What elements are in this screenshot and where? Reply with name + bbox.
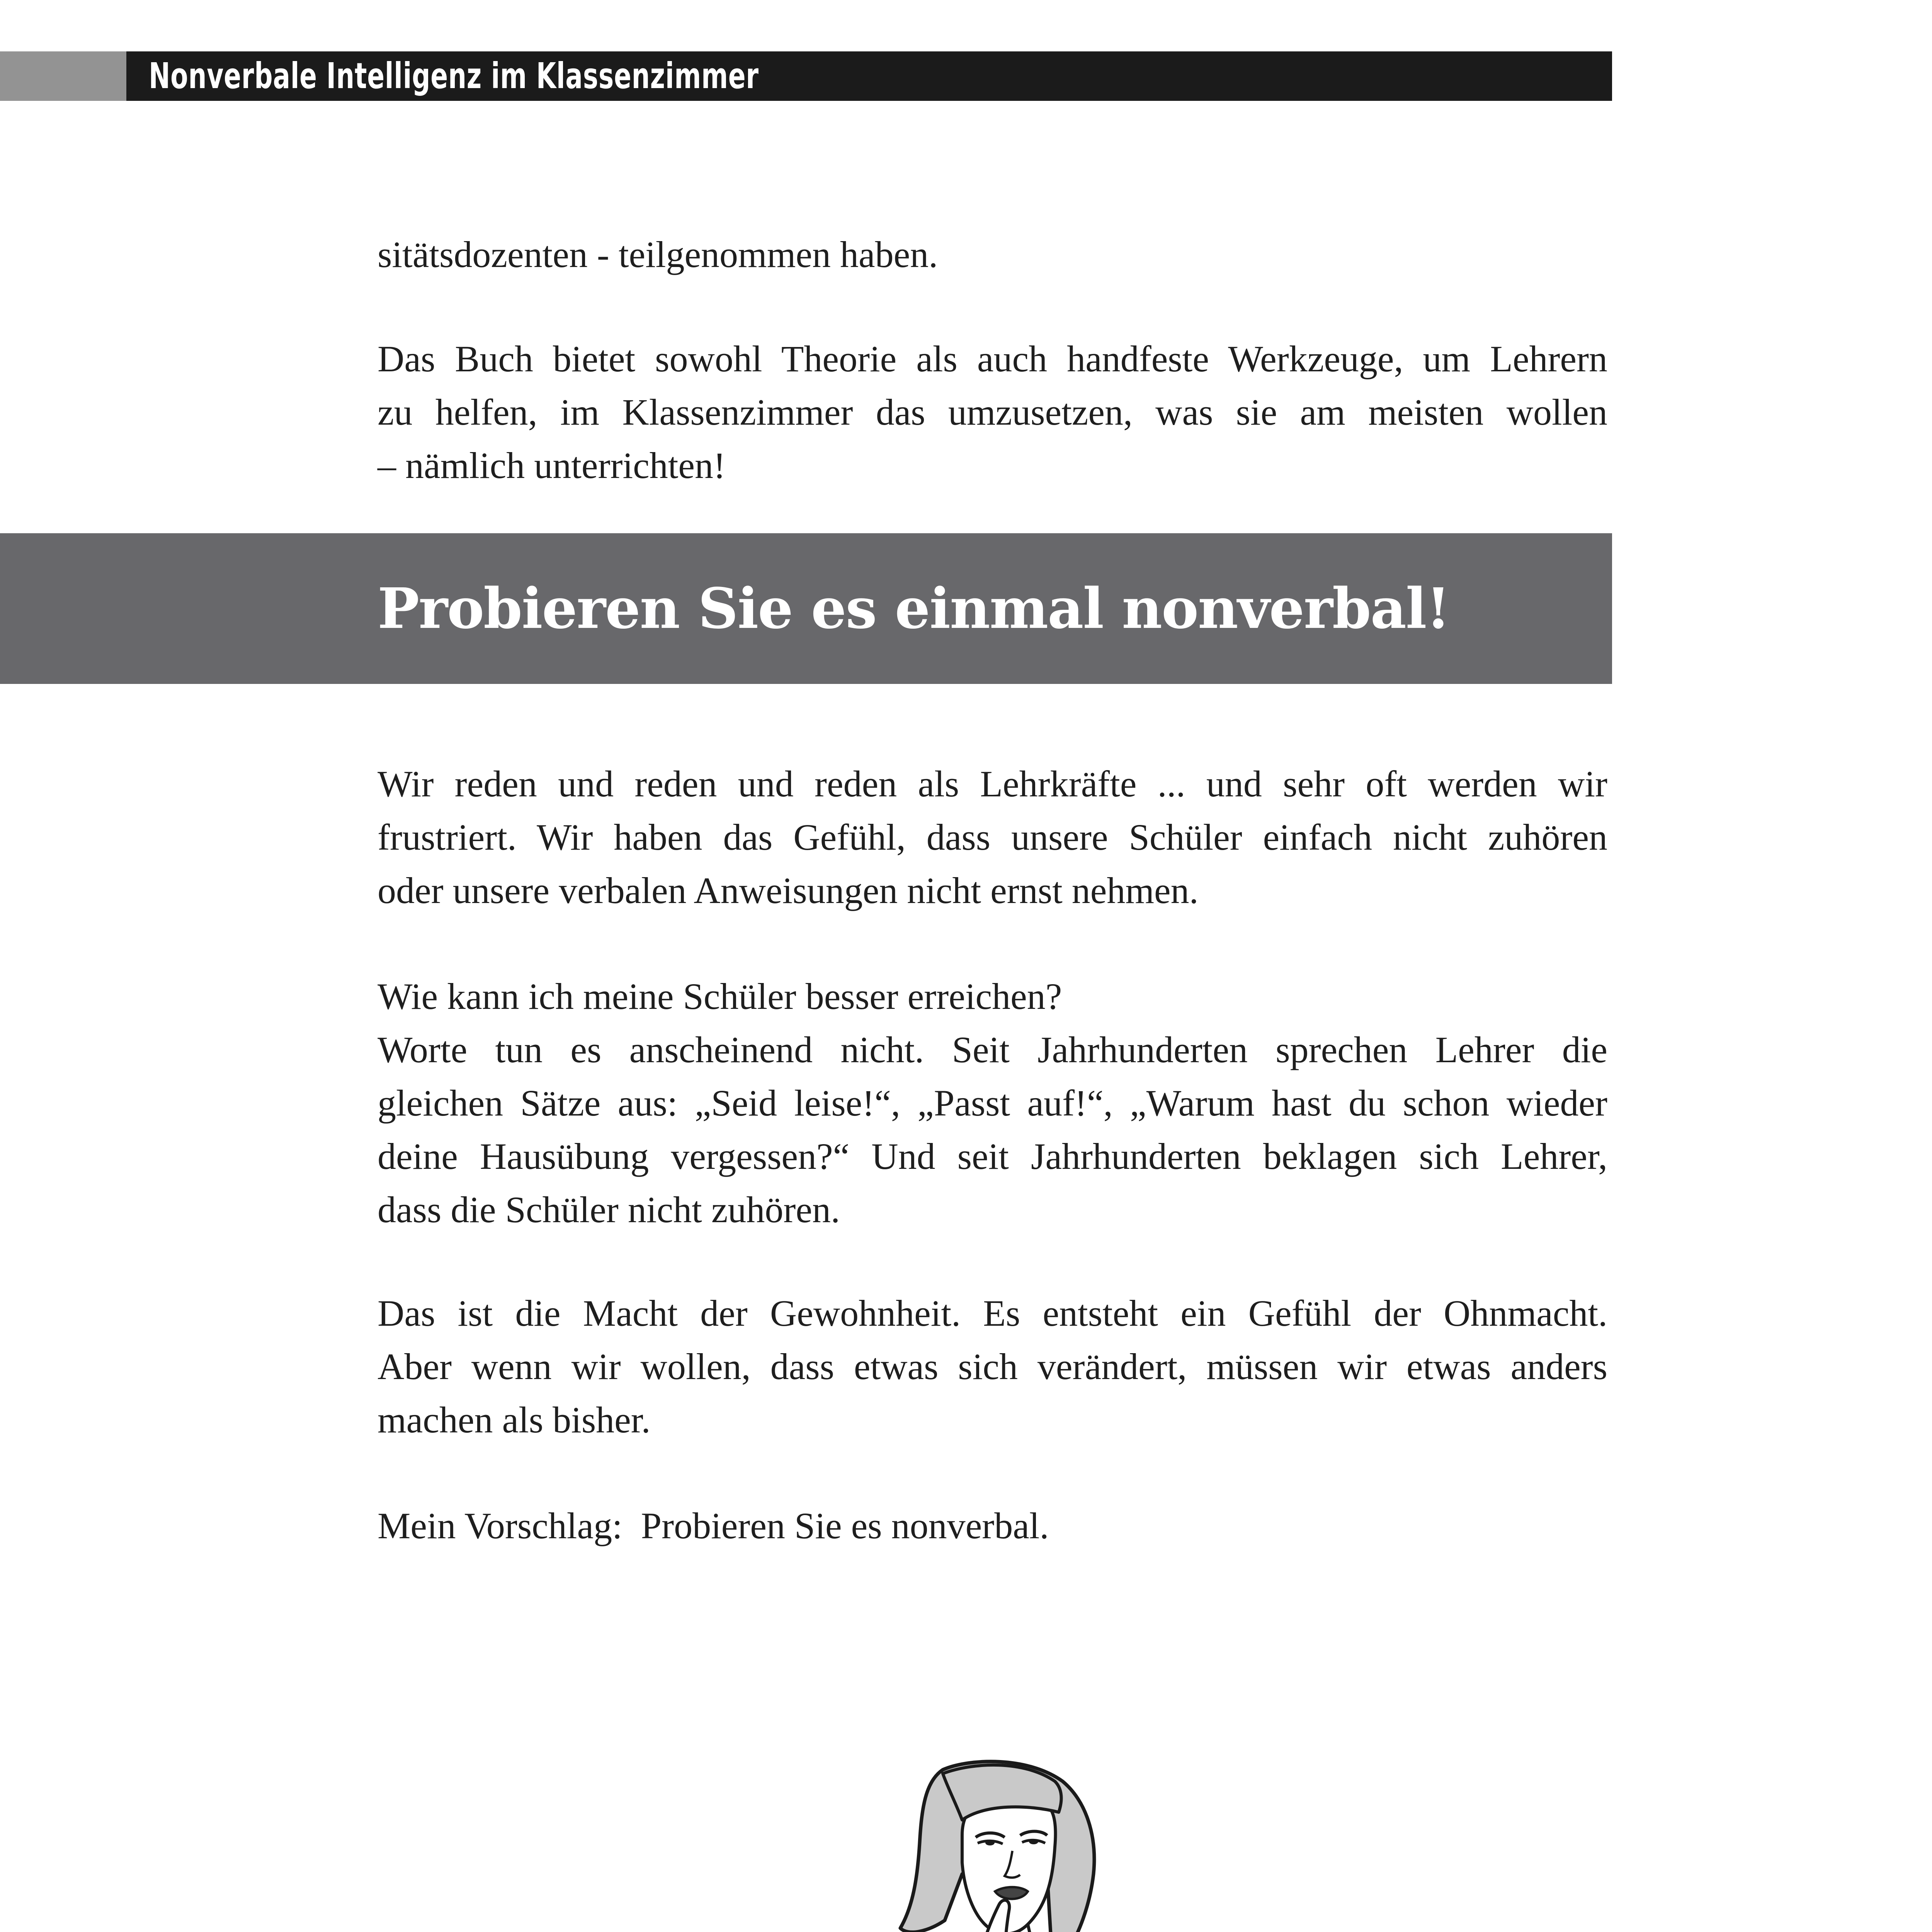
running-title: Nonverbale Intelligenz im Klassenzimmer: [149, 55, 759, 97]
text-line: oder unsere verbalen Anweisungen nicht ernst nehmen.: [378, 870, 1199, 911]
section-title: Probieren Sie es einmal nonverbal!: [378, 576, 1450, 641]
text-line: Wie kann ich meine Schüler besser erreichen?: [378, 976, 1062, 1017]
text-line: gleichen Sätze aus: „Seid leise!“, „Passt auf!“, „Warum hast du schon wieder: [378, 1082, 1607, 1124]
text-line: Das Buch bietet sowohl Theorie als auch handfeste Werkzeuge, um Lehrern: [378, 338, 1607, 379]
body-paragraph-3: [378, 1287, 1607, 1447]
text-line: sitätsdozenten - teilgenommen haben.: [378, 234, 938, 275]
body-paragraph-2: [378, 970, 1607, 1236]
intro-paragraph-1: [378, 228, 1607, 281]
text-line: frustriert. Wir haben das Gefühl, dass unsere Schüler einfach nicht zuhören: [378, 816, 1607, 858]
text-line: Worte tun es anscheinend nicht. Seit Jahrhunderten sprechen Lehrer die: [378, 1029, 1607, 1070]
text-line: Das ist die Macht der Gewohnheit. Es entsteht ein Gefühl der Ohnmacht.: [378, 1293, 1607, 1334]
text-line: Aber wenn wir wollen, dass etwas sich verändert, müssen wir etwas anders: [378, 1346, 1607, 1387]
body-paragraph-1: [378, 757, 1607, 917]
text-line: Mein Vorschlag: Probieren Sie es nonverbal.: [378, 1505, 1049, 1546]
intro-paragraph-2: [378, 332, 1607, 492]
text-line: dass die Schüler nicht zuhören.: [378, 1189, 840, 1230]
header-gray-tab: [0, 51, 126, 101]
text-line: machen als bisher.: [378, 1399, 651, 1440]
text-line: Wir reden und reden und reden als Lehrkräfte ... und sehr oft werden wir: [378, 763, 1607, 804]
text-line: deine Hausübung vergessen?“ Und seit Jahrhunderten beklagen sich Lehrer,: [378, 1136, 1607, 1177]
text-line: zu helfen, im Klassenzimmer das umzusetzen, was sie am meisten wollen: [378, 391, 1607, 433]
text-line: – nämlich unterrichten!: [378, 445, 726, 486]
woman-finger-to-lips-icon: [846, 1758, 1132, 1932]
body-paragraph-4: [378, 1499, 1607, 1553]
